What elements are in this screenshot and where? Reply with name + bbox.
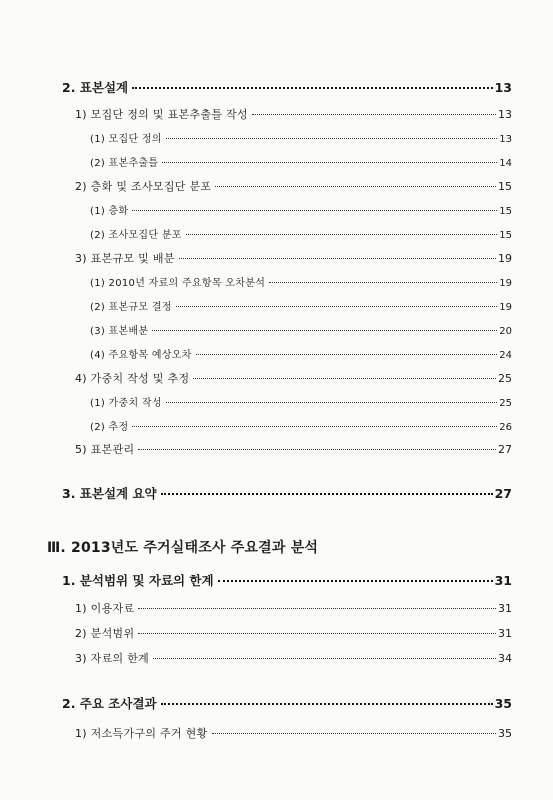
toc-page: 35 — [494, 696, 512, 711]
toc-page: 19 — [499, 302, 512, 313]
toc-title: (1) 모집단 정의 — [90, 134, 162, 145]
leader-dots — [132, 209, 497, 211]
toc-title: 1. 분석범위 및 자료의 한계 — [62, 573, 214, 588]
toc-title: (1) 층화 — [90, 206, 129, 217]
toc-entry[interactable] — [75, 650, 512, 666]
leader-dots — [176, 305, 497, 307]
leader-dots — [196, 353, 498, 355]
leader-dots — [138, 632, 496, 634]
toc-title: 3) 자료의 한계 — [75, 652, 150, 665]
toc-title: 1) 이용자료 — [75, 602, 135, 615]
toc-entry[interactable] — [90, 202, 512, 217]
leader-dots — [218, 579, 493, 582]
toc-entry[interactable] — [75, 625, 512, 641]
toc-page: 31 — [494, 573, 512, 588]
toc-page: 35 — [498, 727, 512, 740]
toc-title: 3) 표본규모 및 배분 — [75, 252, 175, 265]
leader-dots — [166, 401, 497, 403]
toc-entry[interactable] — [90, 274, 512, 289]
toc-entry[interactable] — [75, 441, 512, 457]
toc-page: 15 — [499, 206, 512, 217]
toc-entry[interactable] — [90, 298, 512, 313]
leader-dots — [186, 233, 498, 235]
toc-entry-ch3-sec2[interactable] — [62, 694, 512, 712]
toc-entry[interactable] — [90, 418, 512, 433]
toc-title: (2) 조사모집단 분포 — [90, 230, 182, 241]
toc-page: 31 — [498, 627, 512, 640]
toc-page: 24 — [499, 350, 512, 361]
toc-page: 27 — [498, 443, 512, 456]
toc-title: (2) 표본규모 결정 — [90, 302, 172, 313]
toc-entry[interactable] — [75, 600, 512, 616]
toc-title: (4) 주요항목 예상오차 — [90, 350, 192, 361]
leader-dots — [166, 137, 497, 139]
toc-title: 1) 모집단 정의 및 표본추출틀 작성 — [75, 108, 248, 121]
toc-page: 34 — [498, 652, 512, 665]
toc-title: (1) 가중치 작성 — [90, 398, 162, 409]
leader-dots — [215, 185, 496, 187]
toc-page: 31 — [498, 602, 512, 615]
leader-dots — [138, 607, 496, 609]
toc-entry[interactable] — [75, 178, 512, 194]
toc-title: (3) 표본배분 — [90, 326, 149, 337]
toc-entry[interactable] — [90, 346, 512, 361]
leader-dots — [132, 425, 497, 427]
chapter-title: Ⅲ. 2013년도 주거실태조사 주요결과 분석 — [47, 540, 319, 556]
toc-title: 2) 층화 및 조사모집단 분포 — [75, 180, 212, 193]
toc-page: 14 — [499, 158, 512, 169]
toc-title: 2. 표본설계 — [62, 80, 129, 95]
toc-entry[interactable] — [75, 370, 512, 386]
toc-page: 26 — [499, 422, 512, 433]
toc-page: 15 — [498, 180, 512, 193]
leader-dots — [212, 732, 496, 734]
toc-page: 13 — [499, 134, 512, 145]
toc-entry[interactable] — [90, 226, 512, 241]
toc-title: 3. 표본설계 요약 — [62, 486, 157, 501]
leader-dots — [153, 657, 496, 659]
toc-page: 19 — [498, 252, 512, 265]
toc-entry[interactable] — [90, 322, 512, 337]
toc-entry-ch3-sec1[interactable] — [62, 571, 512, 589]
toc-page: 20 — [499, 326, 512, 337]
toc-page: 25 — [498, 372, 512, 385]
toc-title: 2) 분석범위 — [75, 627, 135, 640]
toc-page: 13 — [498, 108, 512, 121]
leader-dots — [152, 329, 497, 331]
toc-entry[interactable] — [90, 130, 512, 145]
toc-title: 2. 주요 조사결과 — [62, 696, 157, 711]
leader-dots — [179, 257, 496, 259]
leader-dots — [138, 448, 496, 450]
toc-entry[interactable] — [75, 725, 512, 741]
toc-title: (1) 2010년 자료의 주요항목 오차분석 — [90, 278, 266, 289]
toc-entry[interactable] — [75, 106, 512, 122]
leader-dots — [161, 492, 493, 495]
toc-entry-sec2[interactable] — [62, 78, 512, 96]
toc-title: (2) 표본추출틀 — [90, 158, 159, 169]
toc-title: 4) 가중치 작성 및 추정 — [75, 372, 190, 385]
toc-entry-sec3[interactable] — [62, 484, 512, 502]
leader-dots — [193, 377, 496, 379]
toc-title: 1) 저소득가구의 주거 현황 — [75, 727, 208, 740]
toc-page: 15 — [499, 230, 512, 241]
leader-dots — [161, 702, 493, 705]
leader-dots — [132, 86, 492, 89]
toc-page: 27 — [494, 486, 512, 501]
toc-page: 19 — [499, 278, 512, 289]
toc-entry[interactable] — [90, 154, 512, 169]
leader-dots — [269, 281, 497, 283]
leader-dots — [162, 161, 497, 163]
toc-title: 5) 표본관리 — [75, 443, 135, 456]
toc-page: 13 — [494, 80, 512, 95]
toc-title: (2) 추정 — [90, 422, 129, 433]
toc-page: 25 — [499, 398, 512, 409]
leader-dots — [252, 113, 496, 115]
toc-entry[interactable] — [75, 250, 512, 266]
toc-entry[interactable] — [90, 394, 512, 409]
